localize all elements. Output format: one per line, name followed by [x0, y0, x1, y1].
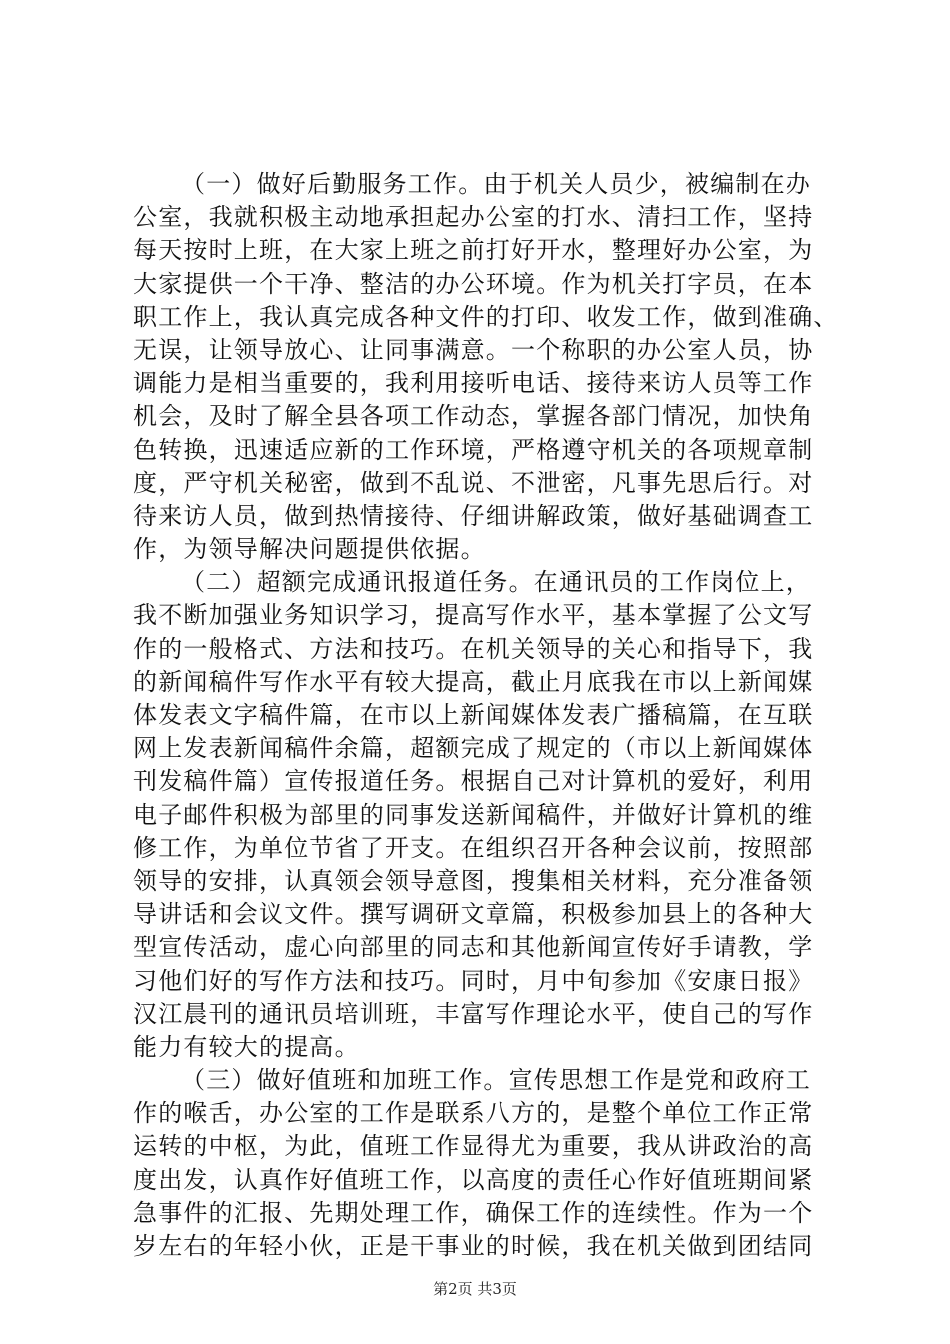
- text-line: （二）超额完成通讯报道任务。在通讯员的工作岗位上，: [181, 568, 811, 597]
- text-line: 导讲话和会议文件。撰写调研文章篇，积极参加县上的各种大: [133, 900, 814, 929]
- text-line: 汉江晨刊的通讯员培训班，丰富写作理论水平，使自己的写作: [133, 999, 814, 1028]
- text-line: 网上发表新闻稿件余篇，超额完成了规定的（市以上新闻媒体: [133, 734, 814, 763]
- text-line: 领导的安排，认真领会领导意图，搜集相关材料，充分准备领: [133, 866, 814, 895]
- text-line: （三）做好值班和加班工作。宣传思想工作是党和政府工: [181, 1066, 811, 1095]
- page-footer: 第2页 共3页: [433, 1280, 517, 1298]
- text-line: 运转的中枢，为此，值班工作显得尤为重要，我从讲政治的高: [133, 1132, 814, 1161]
- text-line: 的新闻稿件写作水平有较大提高，截止月底我在市以上新闻媒: [133, 667, 814, 696]
- text-line: 机会，及时了解全县各项工作动态，掌握各部门情况，加快角: [133, 402, 814, 431]
- text-line: 作的一般格式、方法和技巧。在机关领导的关心和指导下，我: [133, 634, 814, 663]
- text-line: 体发表文字稿件篇，在市以上新闻媒体发表广播稿篇，在互联: [133, 701, 814, 729]
- text-line: 职工作上，我认真完成各种文件的打印、收发工作，做到准确、: [133, 302, 839, 331]
- text-line: 度，严守机关秘密，做到不乱说、不泄密，凡事先思后行。对: [133, 468, 814, 497]
- text-line: 型宣传活动，虚心向部里的同志和其他新闻宣传好手请教，学: [133, 933, 814, 962]
- text-line: 调能力是相当重要的，我利用接听电话、接待来访人员等工作: [133, 369, 814, 398]
- text-line: 修工作，为单位节省了开支。在组织召开各种会议前，按照部: [133, 833, 814, 862]
- text-line: 每天按时上班，在大家上班之前打好开水，整理好办公室，为: [133, 236, 814, 265]
- text-line: （一）做好后勤服务工作。由于机关人员少，被编制在办: [181, 170, 811, 198]
- text-line: 度出发，认真作好值班工作，以高度的责任心作好值班期间紧: [133, 1165, 814, 1194]
- text-line: 作的喉舌，办公室的工作是联系八方的，是整个单位工作正常: [133, 1099, 814, 1128]
- text-line: 急事件的汇报、先期处理工作，确保工作的连续性。作为一个: [133, 1198, 814, 1227]
- text-line: 岁左右的年轻小伙，正是干事业的时候，我在机关做到团结同: [133, 1232, 814, 1260]
- document-body: [133, 168, 839, 1263]
- text-line: 色转换，迅速适应新的工作环境，严格遵守机关的各项规章制: [133, 435, 814, 464]
- text-line: 我不断加强业务知识学习，提高写作水平，基本掌握了公文写: [133, 601, 814, 630]
- text-line: 电子邮件积极为部里的同事发送新闻稿件，并做好计算机的维: [133, 800, 814, 829]
- text-line: 无误，让领导放心、让同事满意。一个称职的办公室人员，协: [133, 335, 814, 364]
- text-line: 作，为领导解决问题提供依据。: [133, 535, 486, 564]
- text-line: 习他们好的写作方法和技巧。同时，月中旬参加《安康日报》: [133, 966, 814, 995]
- text-line: 公室，我就积极主动地承担起办公室的打水、清扫工作，坚持: [133, 203, 814, 232]
- text-line: 大家提供一个干净、整洁的办公环境。作为机关打字员，在本: [133, 269, 814, 298]
- text-line: 能力有较大的提高。: [133, 1032, 360, 1061]
- text-line: 刊发稿件篇）宣传报道任务。根据自己对计算机的爱好，利用: [133, 767, 814, 796]
- text-line: 待来访人员，做到热情接待、仔细讲解政策，做好基础调查工: [133, 501, 814, 530]
